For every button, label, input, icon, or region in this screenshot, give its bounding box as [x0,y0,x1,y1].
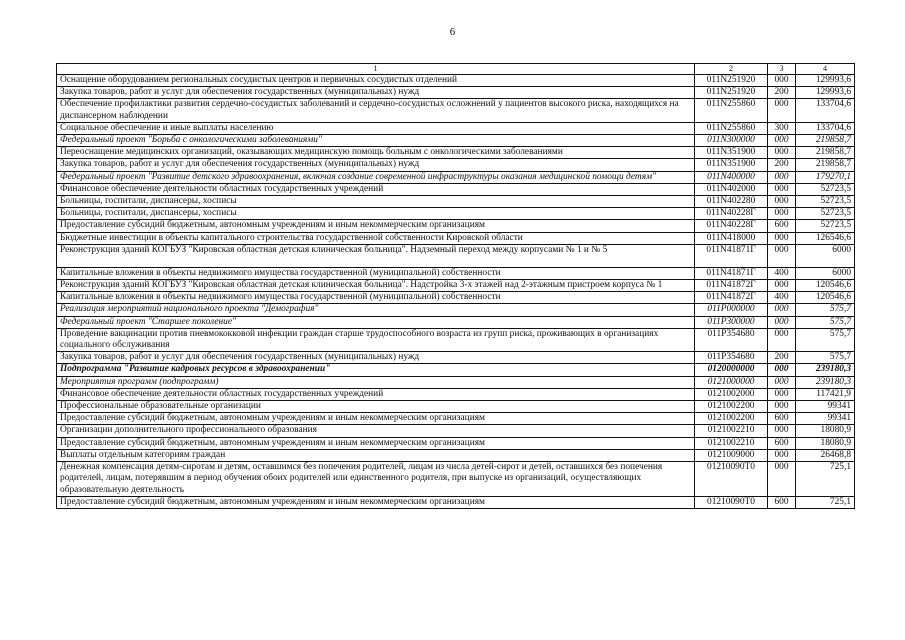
row-name: Федеральный проект "Борьба с онкологическими заболеваниями" [57,135,695,147]
header-col-3: 3 [768,64,796,75]
table-row [57,364,855,376]
row-name: Оснащение оборудованием региональных сосудистых центров и первичных сосудистых отделений [57,75,695,87]
row-code: 011N41871Г [695,244,768,267]
row-name: Предоставление субсидий бюджетным, автономным учреждениям и иным некоммерческим организациям [57,496,695,508]
row-expense-type: 200 [768,87,796,99]
row-expense-type: 000 [768,364,796,376]
row-expense-type: 000 [768,462,796,497]
row-expense-type: 000 [768,425,796,437]
row-amount: 575,7 [796,328,855,351]
row-amount: 219858,7 [796,159,855,171]
table-row [57,462,855,497]
table-row [57,280,855,292]
row-name: Финансовое обеспечение деятельности областных государственных учреждений [57,183,695,195]
row-name: Выплаты отдельным категориям граждан [57,449,695,461]
row-name: Профессиональные образовательные организации [57,401,695,413]
row-name: Социальное обеспечение и иные выплаты населению [57,122,695,134]
row-expense-type: 300 [768,122,796,134]
row-code: 011N351900 [695,159,768,171]
row-amount: 26468,8 [796,449,855,461]
row-code: 011N402280 [695,196,768,208]
table-row [57,316,855,328]
row-amount: 575,7 [796,352,855,364]
row-name: Капитальные вложения в объекты недвижимого имущества государственной (муниципальной) собственности [57,292,695,304]
row-expense-type: 000 [768,171,796,183]
row-expense-type: 000 [768,328,796,351]
header-col-1: 1 [57,64,695,75]
table-row [57,159,855,171]
row-code: 0121002000 [695,388,768,400]
table-row [57,135,855,147]
row-code: 011N251920 [695,75,768,87]
row-amount: 120546,6 [796,292,855,304]
row-expense-type: 600 [768,496,796,508]
row-amount: 575,7 [796,316,855,328]
row-expense-type: 000 [768,208,796,220]
row-code: 011P354680 [695,352,768,364]
row-code: 011N255860 [695,122,768,134]
row-name: Закупка товаров, работ и услуг для обеспечения государственных (муниципальных) нужд [57,352,695,364]
row-code: 0121009000 [695,449,768,461]
row-name: Реконструкция зданий КОГБУЗ "Кировская областная детская клиническая больница". Надземный переход между корпусами № 1 и № 5 [57,244,695,267]
row-name: Переоснащение медицинских организаций, оказывающих медицинскую помощь больным с онкологическими заболеваниями [57,147,695,159]
row-amount: 219858,7 [796,135,855,147]
table-row [57,352,855,364]
row-code: 011N418000 [695,232,768,244]
row-name: Федеральный проект "Старшее поколение" [57,316,695,328]
table-row [57,220,855,232]
row-code: 011P000000 [695,304,768,316]
row-expense-type: 000 [768,316,796,328]
row-expense-type: 200 [768,159,796,171]
row-code: 011P300000 [695,316,768,328]
row-name: Федеральный проект "Развитие детского здравоохранения, включая создание современной инфраструктуры оказания медицинской помощи детям" [57,171,695,183]
table-row [57,413,855,425]
row-expense-type: 000 [768,388,796,400]
table-row [57,122,855,134]
table-row [57,388,855,400]
row-name: Предоставление субсидий бюджетным, автономным учреждениям и иным некоммерческим организациям [57,413,695,425]
row-name: Финансовое обеспечение деятельности областных государственных учреждений [57,388,695,400]
row-expense-type: 000 [768,147,796,159]
row-amount: 120546,6 [796,280,855,292]
row-name: Проведение вакцинации против пневмококковой инфекции граждан старше трудоспособного возраста из групп риска, проживающих в организациях социального обслуживания [57,328,695,351]
row-name: Организации дополнительного профессионального образования [57,425,695,437]
table-row [57,437,855,449]
table-row [57,425,855,437]
row-code: 011N255860 [695,99,768,122]
table-row [57,376,855,388]
table-row [57,183,855,195]
row-expense-type: 600 [768,413,796,425]
row-expense-type: 000 [768,196,796,208]
row-name: Больницы, госпитали, диспансеры, хосписы [57,208,695,220]
row-expense-type: 000 [768,232,796,244]
row-expense-type: 000 [768,75,796,87]
row-expense-type: 400 [768,267,796,279]
table-row [57,208,855,220]
row-code: 01210090Т0 [695,462,768,497]
row-name: Реконструкция зданий КОГБУЗ "Кировская областная детская клиническая больница". Надстройка 3-х этажей над 2-этажным пристроем корпуса № 1 [57,280,695,292]
row-expense-type: 000 [768,280,796,292]
row-code: 011N251920 [695,87,768,99]
row-name: Денежная компенсация детям-сиротам и детям, оставшимся без попечения родителей, лицам из числа детей-сирот и детей, оставшихся без попечения родителей, лицам, потерявшим в период обучения обоих родителей или единственного родителя, при выпуске из организаций, осуществляющих образовательную деятельность [57,462,695,497]
table-row [57,449,855,461]
row-name: Реализация мероприятий национального проекта "Демография" [57,304,695,316]
row-expense-type: 000 [768,183,796,195]
row-amount: 99341 [796,401,855,413]
table-row [57,99,855,122]
row-expense-type: 000 [768,376,796,388]
row-name: Закупка товаров, работ и услуг для обеспечения государственных (муниципальных) нужд [57,159,695,171]
row-amount: 129993,6 [796,75,855,87]
row-amount: 18080,9 [796,437,855,449]
row-expense-type: 000 [768,99,796,122]
row-code: 01210090Т0 [695,496,768,508]
row-name: Капитальные вложения в объекты недвижимого имущества государственной (муниципальной) собственности [57,267,695,279]
row-expense-type: 200 [768,352,796,364]
row-name: Мероприятия программ (подпрограмм) [57,376,695,388]
row-code: 011N300000 [695,135,768,147]
row-name: Обеспечение профилактики развития сердечно-сосудистых заболеваний и сердечно-сосудистых осложнений у пациентов высокого риска, находящихся на диспансерном наблюдении [57,99,695,122]
row-expense-type: 000 [768,244,796,267]
row-expense-type: 400 [768,292,796,304]
row-expense-type: 000 [768,304,796,316]
row-amount: 126546,6 [796,232,855,244]
table-row [57,87,855,99]
row-expense-type: 600 [768,220,796,232]
row-amount: 117421,9 [796,388,855,400]
table-row [57,244,855,267]
table-row [57,75,855,87]
row-amount: 52723,5 [796,183,855,195]
header-col-4: 4 [796,64,855,75]
row-amount: 6000 [796,267,855,279]
row-code: 011N41872Г [695,280,768,292]
row-amount: 133704,6 [796,122,855,134]
page-number: 6 [449,26,456,38]
row-name: Предоставление субсидий бюджетным, автономным учреждениям и иным некоммерческим организациям [57,437,695,449]
header-col-2: 2 [695,64,768,75]
row-code: 0121002200 [695,413,768,425]
row-code: 011N400000 [695,171,768,183]
table-row [57,292,855,304]
table-row [57,196,855,208]
row-code: 011N41872Г [695,292,768,304]
row-amount: 575,7 [796,304,855,316]
row-amount: 129993,6 [796,87,855,99]
row-code: 0121002210 [695,425,768,437]
table-header-row [57,64,855,75]
row-amount: 6000 [796,244,855,267]
table-row [57,401,855,413]
row-amount: 239180,3 [796,376,855,388]
row-expense-type: 000 [768,401,796,413]
row-code: 0121000000 [695,376,768,388]
row-name: Подпрограмма "Развитие кадровых ресурсов в здравоохранении" [57,364,695,376]
table-row [57,496,855,508]
row-code: 011N41871Г [695,267,768,279]
table-row [57,267,855,279]
row-code: 0121002210 [695,437,768,449]
table-row [57,328,855,351]
row-expense-type: 000 [768,449,796,461]
row-amount: 52723,5 [796,208,855,220]
table-row [57,304,855,316]
row-amount: 219858,7 [796,147,855,159]
row-code: 011N351900 [695,147,768,159]
row-code: 011N40228Г [695,220,768,232]
row-name: Бюджетные инвестиции в объекты капитального строительства государственной собственности Кировской области [57,232,695,244]
row-expense-type: 000 [768,135,796,147]
row-code: 011N402000 [695,183,768,195]
row-name: Больницы, госпитали, диспансеры, хосписы [57,196,695,208]
row-code: 0120000000 [695,364,768,376]
table-row [57,232,855,244]
row-code: 011P354680 [695,328,768,351]
row-name: Предоставление субсидий бюджетным, автономным учреждениям и иным некоммерческим организациям [57,220,695,232]
row-code: 011N40228Г [695,208,768,220]
row-amount: 52723,5 [796,196,855,208]
row-amount: 725,1 [796,496,855,508]
row-expense-type: 600 [768,437,796,449]
row-amount: 99341 [796,413,855,425]
row-amount: 18080,9 [796,425,855,437]
table-row [57,147,855,159]
table-row [57,171,855,183]
row-amount: 179270,1 [796,171,855,183]
row-amount: 725,1 [796,462,855,497]
row-code: 0121002200 [695,401,768,413]
row-amount: 239180,3 [796,364,855,376]
row-amount: 52723,5 [796,220,855,232]
row-name: Закупка товаров, работ и услуг для обеспечения государственных (муниципальных) нужд [57,87,695,99]
row-amount: 133704,6 [796,99,855,122]
budget-table [56,63,855,509]
